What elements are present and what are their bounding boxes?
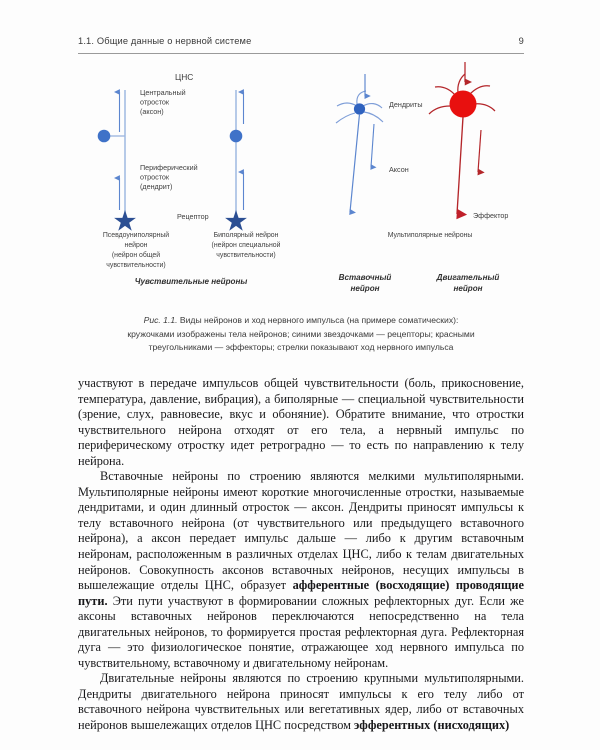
paragraph-2-part-2: Эти пути участвуют в формировании сложных рефлекторных дуг. Если же аксоны вставочных нейронов переключаются непосредственно на тела двигательных нейронов, то формируется простая рефлекторная дуга. Рефлекторная дуга — это физиологическое понятие, отражающее ход нервного импульса по чувствительному, вставочному и двигательному нейронам. bbox=[78, 593, 524, 670]
paragraph-1: участвуют в передаче импульсов общей чувствительности (боль, прикосновение, температура, давление, вибрация), а биполярные — специальной чувствительности (зрение, слух, равновесие, вкус и обоняние). Обратите внимание, что отростки чувствительного нейрона отходят от его тела, а нервный импульс по периферическому отростку идет ретроградно — то есть по направлению к телу нейрона. bbox=[78, 376, 524, 468]
caption-line-1: Виды нейронов и ход нервного импульса (на примере соматических): bbox=[177, 315, 459, 325]
body-text bbox=[78, 376, 524, 734]
running-head bbox=[78, 36, 524, 46]
motorneuron-axon bbox=[457, 117, 463, 214]
bipolar-caption-2: (нейрон специальной bbox=[211, 242, 281, 249]
dendrites-label: Дендриты bbox=[389, 100, 423, 109]
figure-number: Рис. 1.1. bbox=[143, 315, 178, 325]
interneuron-group-label-1: Вставочный bbox=[338, 273, 392, 282]
bipolar-caption-1: Биполярный нейрон bbox=[213, 232, 279, 239]
central-process-label-2: отросток bbox=[140, 97, 170, 107]
central-process-label-3: (аксон) bbox=[140, 107, 164, 116]
paragraph-2 bbox=[78, 469, 524, 671]
bipolar-soma bbox=[230, 130, 243, 143]
bipolar-caption-3: чувствительности) bbox=[216, 252, 276, 259]
motor-group-label-2: нейрон bbox=[453, 284, 483, 293]
receptor-label: Рецептор bbox=[177, 212, 209, 221]
header-divider bbox=[78, 53, 524, 54]
interneuron-group-label-2: нейрон bbox=[350, 284, 380, 293]
central-process-label-1: Центральный bbox=[140, 88, 186, 97]
interneuron-axon bbox=[350, 114, 360, 212]
pseudounipolar-caption-1: Псевдоуниполярный bbox=[102, 232, 170, 239]
axon-label: Аксон bbox=[389, 165, 409, 174]
peripheral-process-label-1: Периферический bbox=[140, 163, 198, 172]
figure-neuron-types bbox=[78, 62, 524, 302]
peripheral-process-label-2: отросток bbox=[140, 172, 170, 182]
peripheral-process-label-3: (дендрит) bbox=[140, 182, 173, 191]
effector-label: Эффектор bbox=[473, 211, 509, 220]
multipolar-caption: Мультиполярные нейроны bbox=[387, 232, 473, 239]
interneuron-direction-arrow bbox=[371, 124, 374, 167]
pseudounipolar-soma bbox=[98, 130, 111, 143]
cns-label: ЦНС bbox=[175, 72, 194, 82]
sensory-group-label: Чувствительные нейроны bbox=[134, 277, 248, 286]
motorneuron-direction-arrow bbox=[478, 130, 481, 172]
afferent-pathways-term: афферентные (восходящие) проводящие пути. bbox=[78, 578, 524, 608]
receptor-star-right bbox=[225, 210, 247, 231]
motorneuron-soma bbox=[450, 91, 477, 118]
figure-caption bbox=[84, 314, 518, 355]
efferent-pathways-term: эфферентных (нисходящих) bbox=[354, 718, 510, 733]
caption-line-2: кружочками изображены тела нейронов; синими звездочками — рецепторы; красными bbox=[127, 328, 475, 339]
page-number: 9 bbox=[518, 36, 524, 46]
paragraph-2-part-1: Вставочные нейроны по строению являются мелкими мультиполярными. Мультиполярные нейроны имеют короткие многочисленные отростки, называемые дендритами, и один длинный отросток — аксон. Дендриты приносят импульсы к телу вставочного нейрона (от чувствительного или предыдущего вставочного нейрона), а аксон передает импульс дальше — либо к другим вставочным нейронам, расположенным в различных отделах ЦНС, либо к телам двигательных нейронов. Совокупность аксонов вставочных нейронов, несущих импульсы в вышележащие отделы ЦНС, образует bbox=[78, 469, 524, 593]
interneuron-soma bbox=[354, 103, 365, 114]
caption-line-3: треугольниками — эффекторы; стрелки показывают ход нервного импульса bbox=[148, 342, 454, 353]
receptor-star-left bbox=[114, 210, 136, 231]
section-title: 1.1. Общие данные о нервной системе bbox=[78, 36, 252, 46]
motor-group-label-1: Двигательный bbox=[436, 273, 500, 282]
paragraph-3-part-1: Двигательные нейроны являются по строению крупными мультиполярными. Дендриты двигательного нейрона приносят импульсы к его телу либо от вставочного нейрона чувствительных или вегетативных ядер, либо от вставочных нейронов вышележащих отделов ЦНС посредством bbox=[78, 671, 524, 733]
pseudounipolar-caption-4: чувствительности) bbox=[106, 262, 166, 269]
pseudounipolar-caption-3: (нейрон общей bbox=[111, 252, 161, 259]
pseudounipolar-caption-2: нейрон bbox=[124, 242, 148, 249]
paragraph-3 bbox=[78, 671, 524, 733]
